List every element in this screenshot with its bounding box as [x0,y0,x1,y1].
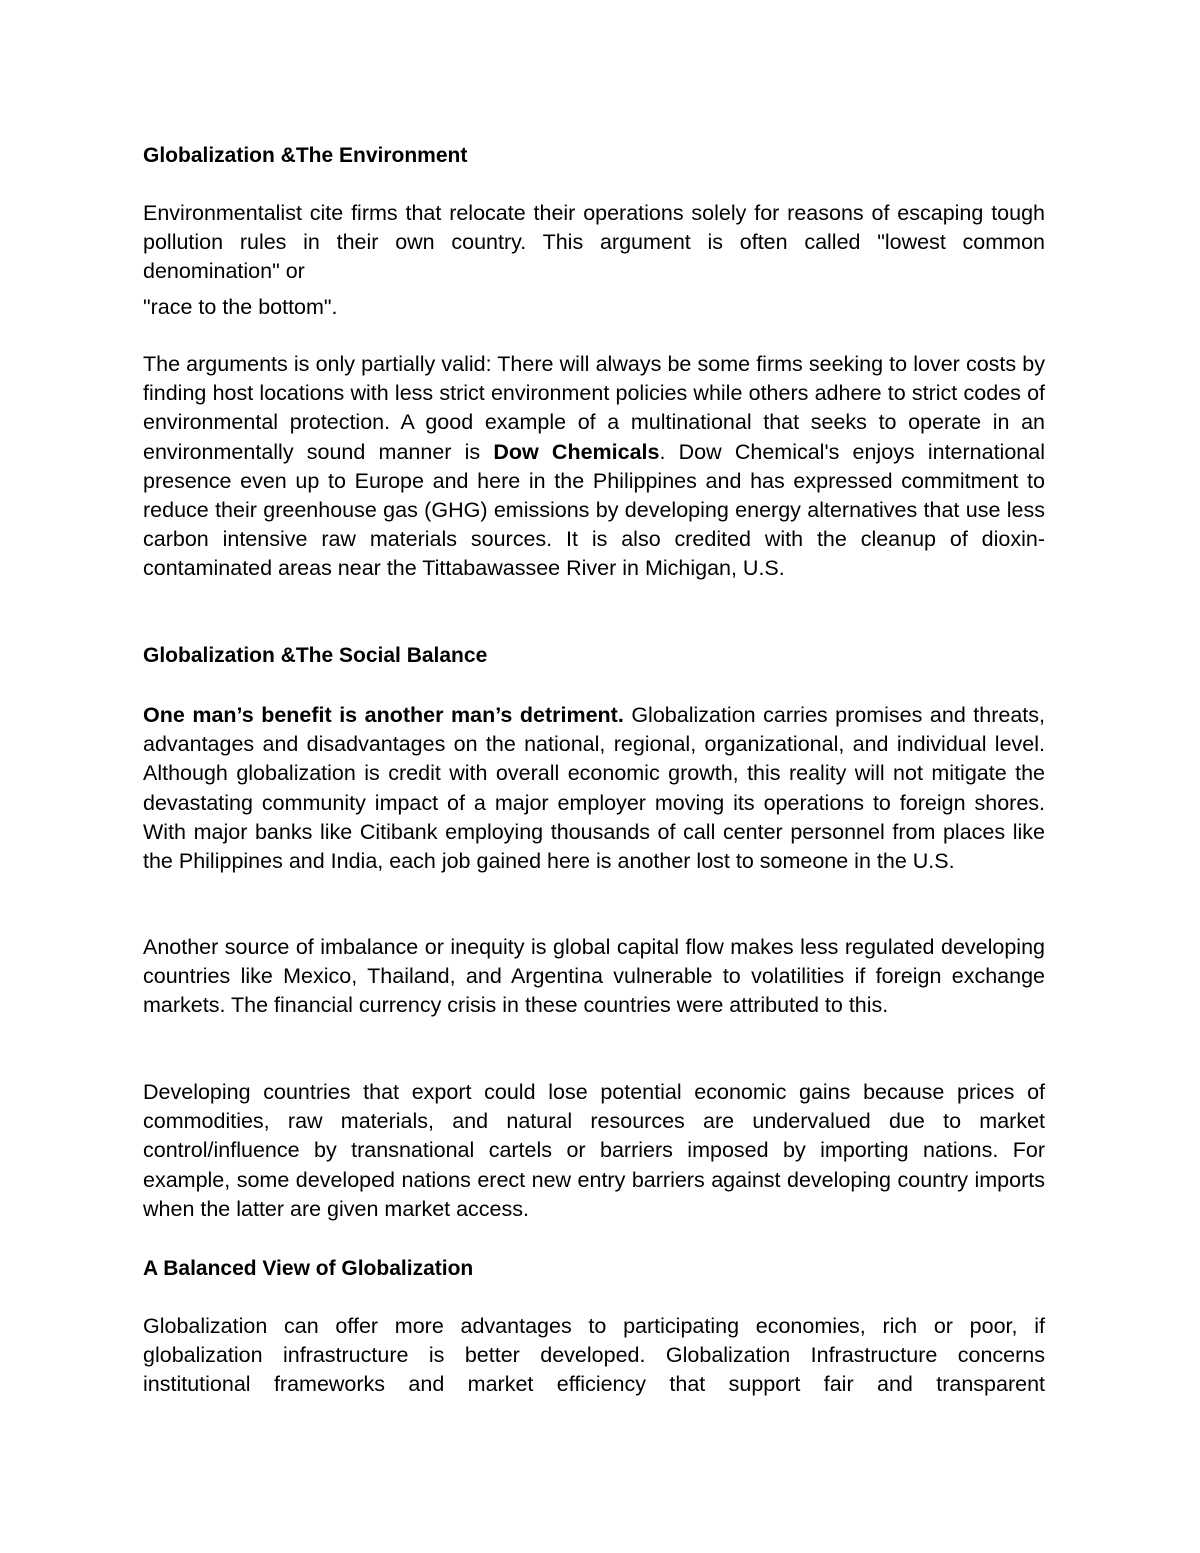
paragraph-balanced-view: Globalization can offer more advantages to participating economies, rich or poor, if globalization infrastructure is better developed. Globalization Infrastructure concerns institutional frameworks and market efficiency that support fair and transparent [143,1314,1045,1397]
section-heading-environment: Globalization &The Environment [143,144,468,167]
paragraph-imbalance: Another source of imbalance or inequity is global capital flow makes less regulated developing countries like Mexico, Thailand, and Argentina vulnerable to volatilities if foreign exchange markets. The financial currency crisis in these countries were attributed to this. [143,935,1045,1018]
paragraph-environment-intro: Environmentalist cite firms that relocate their operations solely for reasons of escaping tough pollution rules in their own country. This argument is often called "lowest common denomination" or [143,201,1045,284]
dow-chemicals-emphasis: Dow Chemicals [493,439,660,464]
arguments-text-end: . Dow Chemical's enjoys international presence even up to Europe and here in the Philippines and has expressed commitment to reduce their greenhouse gas (GHG) emissions by developing energy alternatives that use less carbon intensive raw materials sources. It is also credited with the cleanup of dioxin-contaminated areas near the Tittabawassee River in Michigan, U.S. [143,439,1045,581]
arguments-text-start: The arguments is only partially valid: There will always be some firms seeking to lover costs by finding host locations with less strict environment policies while others adhere to strict codes of environmental protection. A good example of a multinational that seeks to operate in an environmentally sound manner is [143,352,1045,464]
paragraph-social-benefit [143,701,1045,876]
benefit-text: Globalization carries promises and threats, advantages and disadvantages on the national, regional, organizational, and individual level. Although globalization is credit with overall economic growth, this reality will not mitigate the devastating community impact of a major employer moving its operations to foreign shores. With major banks like Citibank employing thousands of call center personnel from places like the Philippines and India, each job gained here is another lost to someone in the U.S. [143,703,1045,874]
paragraph-developing-countries: Developing countries that export could lose potential economic gains because prices of commodities, raw materials, and natural resources are undervalued due to market control/influence by transnational cartels or barriers imposed by importing nations. For example, some developed nations erect new entry barriers against developing country imports when the latter are given market access. [143,1080,1045,1221]
section-heading-balanced-view: A Balanced View of Globalization [143,1257,474,1280]
paragraph-environment-arguments [143,350,1045,584]
section-heading-social-balance: Globalization &The Social Balance [143,644,488,667]
benefit-detriment-emphasis: One man’s benefit is another man’s detriment. [143,703,624,727]
paragraph-environment-intro-tail: "race to the bottom". [143,295,338,319]
